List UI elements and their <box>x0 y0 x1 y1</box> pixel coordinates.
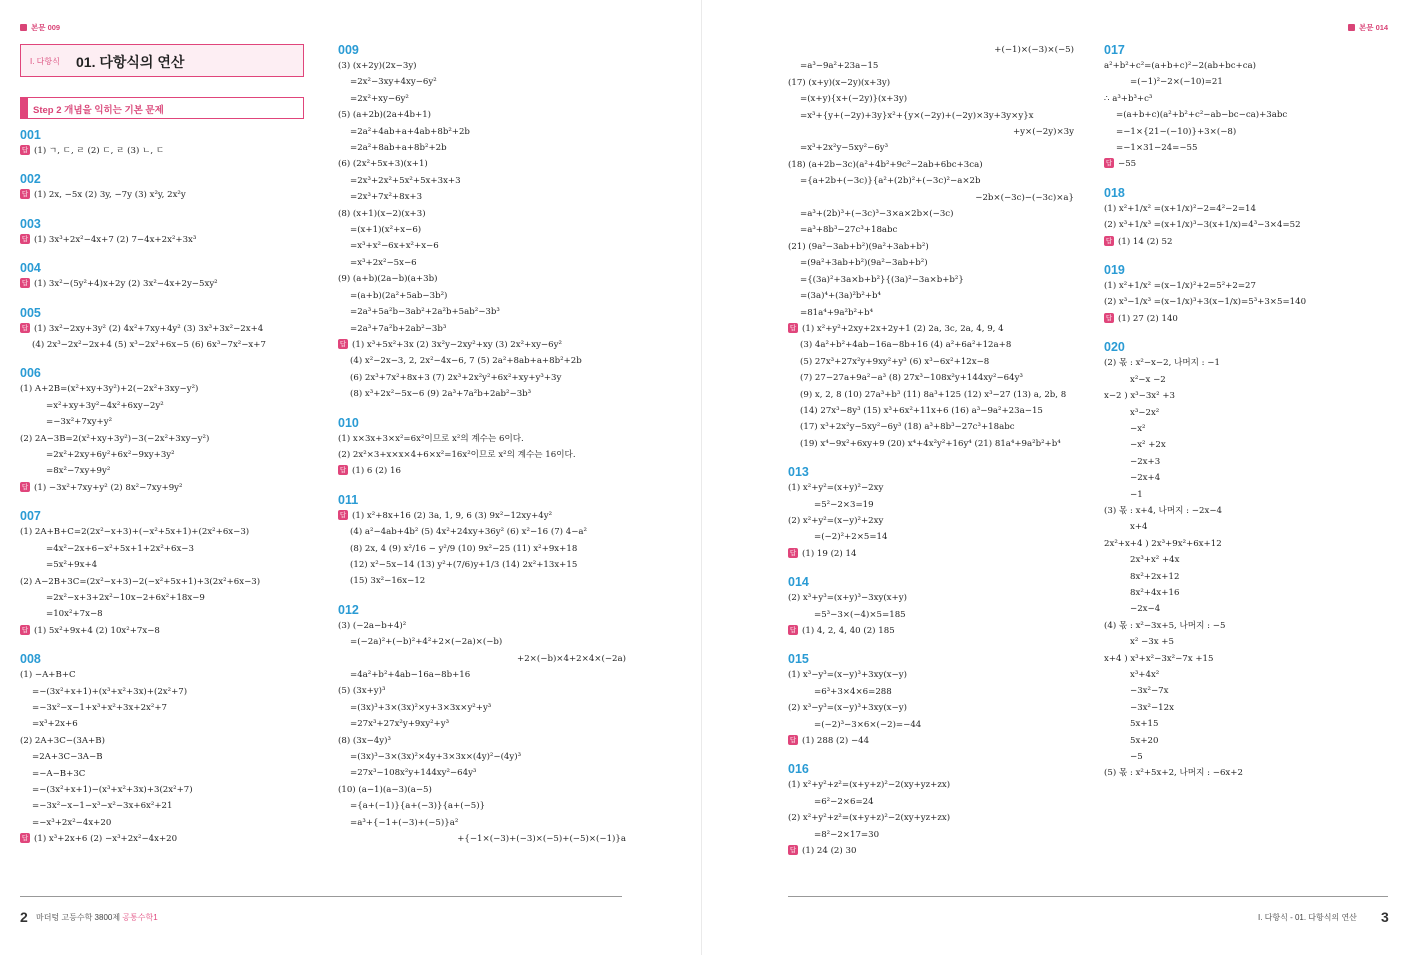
step-marker-icon <box>21 98 28 118</box>
solution-line: =a³+{−1+(−3)+(−5)}a² <box>350 817 459 828</box>
solution-line: x+4 ) x³+x²−3x²−7x +15 <box>1104 653 1214 664</box>
solution-line: −x² +2x <box>1130 440 1166 451</box>
solution-line: (17) x³+2x²y−5xy²−6y³ (18) a³+8b³−27c³+18abc <box>800 422 1015 433</box>
solution-line: +y×(−2y)×3y <box>1012 127 1074 138</box>
solution-line: +{−1×(−3)+(−3)×(−5)+(−5)×(−1)}a <box>457 834 626 845</box>
solution-line: =(−2)³−3×6×(−2)=−44 <box>814 719 922 730</box>
problem-number: 014 <box>788 575 809 590</box>
solution-line: (3) 4a²+b²+4ab−16a−8b+16 (4) a²+6a²+12a+8 <box>800 340 1012 351</box>
problem-number: 011 <box>338 492 359 507</box>
right-page <box>702 0 1404 955</box>
solution-line: =27x³−108x²y+144xy²−64y³ <box>350 768 477 779</box>
solution-line: =−3x²+7xy+y² <box>46 417 113 428</box>
page-header-tag-right: 본문 014 <box>1348 22 1388 33</box>
solution-line: (14) 27x³−8y³ (15) x³+6x²+11x+6 (16) a³−9a²+23a−15 <box>800 405 1043 416</box>
answer-line: 답 (1) 14 (2) 52 <box>1104 234 1394 250</box>
solution-line: (2) A−2B+3C=(2x²−x+3)−2(−x²+5x+1)+3(2x²+6x−3) <box>20 576 261 587</box>
solution-line: (18) (a+2b−3c)(a²+4b²+9c²−2ab+6bc+3ca) <box>788 159 983 170</box>
chapter-title-box <box>20 44 304 77</box>
solution-line: ∴ a³+b³+c³ <box>1104 93 1153 104</box>
solution-line: (1) A+2B=(x²+xy+3y²)+2(−2x²+3xy−y²) <box>20 384 199 395</box>
answer-line: 답 (1) x³+5x²+3x (2) 3x²y−2xy²+xy (3) 2x²+xy−6y² <box>338 337 626 353</box>
answer-line: 답 (1) 4, 2, 4, 40 (2) 185 <box>788 623 1074 639</box>
solution-line: (1) 2A+B+C=2(2x²−x+3)+(−x²+5x+1)+(2x²+6x−3) <box>20 527 250 538</box>
solution-line: =4x²−2x+6−x²+5x+1+2x²+6x−3 <box>46 543 194 554</box>
solution-line: x²−x −2 <box>1130 374 1166 385</box>
solution-line: =2x²−x+3+2x²−10x−2+6x²+18x−9 <box>46 592 205 603</box>
solution-line: =−3x²−x−1+x³+x²+3x+2x²+7 <box>32 702 168 713</box>
solution-line: =2x²−3xy+4xy−6y² <box>350 77 437 88</box>
answer-line: 답 (1) 2x, −5x (2) 3y, −7y (3) x²y, 2x²y <box>20 187 320 203</box>
solution-line: (2) 2x²×3+x×x×4+6×x²=16x²이므로 x²의 계수는 16이다. <box>338 449 576 460</box>
solution-line: (12) x²−5x−14 (13) y²+(7/6)y+1/3 (14) 2x²+13x+15 <box>350 559 578 570</box>
solution-line: ={a+2b+(−3c)}{a²+(2b)²+(−3c)²−a×2b <box>800 176 981 187</box>
answer-line: 답 −55 <box>1104 156 1394 172</box>
problem-number: 004 <box>20 261 41 276</box>
answer-column-2 <box>338 42 626 882</box>
solution-line: (2) x³+1/x³ =(x+1/x)³−3(x+1/x)=4³−3×4=52 <box>1104 220 1301 231</box>
solution-line: x³−2x² <box>1130 407 1160 418</box>
solution-line: =27x³+27x²y+9xy²+y³ <box>350 719 450 730</box>
solution-line: =2a³+5a²b−3ab²+2a²b+5ab²−3b³ <box>350 307 500 318</box>
solution-line: x² −3x +5 <box>1130 637 1174 648</box>
solution-line: =−A−B+3C <box>32 768 86 779</box>
problem-number: 002 <box>20 172 41 187</box>
solution-line: (3) (−2a−b+4)² <box>338 620 407 631</box>
answer-column-4 <box>1104 42 1394 882</box>
solution-line: (2) x²+y²=(x−y)²+2xy <box>788 515 884 526</box>
problem-number: 019 <box>1104 263 1125 278</box>
solution-line: ={(3a)²+3a×b+b²}{(3a)²−3a×b+b²} <box>800 274 964 285</box>
solution-line: =x³+{y+(−2y)+3y}x²+{y×(−2y)+(−2y)×3y+3y×y}x <box>800 110 1034 121</box>
answer-column-1 <box>20 127 320 889</box>
answer-line: 답 (1) 27 (2) 140 <box>1104 311 1394 327</box>
problem-number: 018 <box>1104 185 1125 200</box>
answer-line: 답 (1) 24 (2) 30 <box>788 843 1074 859</box>
solution-line: =a³−9a²+23a−15 <box>800 61 879 72</box>
solution-line: (1) x²+y²+z²=(x+y+z)²−2(xy+yz+zx) <box>788 780 951 791</box>
solution-line: (10) (a−1)(a−3)(a−5) <box>338 784 432 795</box>
solution-line: =2a³+7a²b+2ab²−3b³ <box>350 323 447 334</box>
solution-line: =2a²+4ab+a+4ab+8b²+2b <box>350 126 470 137</box>
solution-line: =−3x²−x−1−x³−x²−3x+6x²+21 <box>32 801 173 812</box>
problem-number: 005 <box>20 305 41 320</box>
answer-line: 답 (1) 3x²−2xy+3y² (2) 4x²+7xy+4y² (3) 3x³+3x²−2x+4 <box>20 321 320 337</box>
solution-line: =−1×31−24=−55 <box>1116 143 1198 154</box>
solution-line: (4) 몫 : x²−3x+5, 나머지 : −5 <box>1104 620 1226 631</box>
solution-line: (8) x³+2x²−5x−6 (9) 2a³+7a²b+2ab²−3b³ <box>350 389 532 400</box>
solution-line: (2) x²+y²+z²=(x+y+z)²−2(xy+yz+zx) <box>788 813 951 824</box>
solution-line: (1) x³−y³=(x−y)³+3xy(x−y) <box>788 670 907 681</box>
problem-number: 012 <box>338 602 359 617</box>
solution-line: =(a+b+c)(a²+b²+c²−ab−bc−ca)+3abc <box>1116 110 1288 121</box>
answer-line: 답 (1) 5x²+9x+4 (2) 10x²+7x−8 <box>20 623 320 639</box>
problem-number: 008 <box>20 652 41 667</box>
solution-line: =−x³+2x²−4x+20 <box>32 817 112 828</box>
answer-line: 답 (1) 3x³+2x²−4x+7 (2) 7−4x+2x²+3x³ <box>20 232 320 248</box>
solution-line: =−(3x²+x+1)+(x³+x²+3x)+(2x²+7) <box>32 686 188 697</box>
solution-line: =−1×{21−(−10)}+3×(−8) <box>1116 126 1237 137</box>
solution-line: (19) x⁴−9x²+6xy+9 (20) x⁴+4x²y²+16y⁴ (21) 81a⁴+9a²b²+b⁴ <box>800 438 1061 449</box>
problem-number: 017 <box>1104 43 1125 57</box>
solution-line: =2A+3C−3A−B <box>32 752 103 763</box>
solution-line: =a³+(2b)³+(−3c)³−3×a×2b×(−3c) <box>800 209 954 220</box>
problem-number: 010 <box>338 415 359 430</box>
page-number: 2 <box>20 909 28 925</box>
solution-line: =(−1)²−2×(−10)=21 <box>1130 77 1223 88</box>
solution-line: (1) x×3x+3×x²=6x²이므로 x²의 계수는 6이다. <box>338 433 524 444</box>
solution-line: 2x³+x² +4x <box>1130 555 1180 566</box>
answer-line: 답 (1) x²+y²+2xy+2x+2y+1 (2) 2a, 3c, 2a, 4, 9, 4 <box>788 321 1074 337</box>
solution-line: =10x²+7x−8 <box>46 609 103 620</box>
answer-line: 답 (1) 19 (2) 14 <box>788 546 1074 562</box>
solution-line: (9) x, 2, 8 (10) 27a³+b³ (11) 8a³+125 (12) x³−27 (13) a, 2b, 8 <box>800 389 1067 400</box>
solution-line: (8) 2x, 4 (9) x²/16 − y²/9 (10) 9x²−25 (11) x²+9x+18 <box>350 543 578 554</box>
problem-number: 009 <box>338 43 359 57</box>
solution-line: =4a²+b²+4ab−16a−8b+16 <box>350 670 471 680</box>
solution-line: =(3x)³−3×(3x)²×4y+3×3x×(4y)²−(4y)³ <box>350 752 522 763</box>
solution-line: +2×(−b)×4+2×4×(−2a) <box>517 653 626 664</box>
book-title-highlight: 공통수학1 <box>122 913 158 922</box>
footer-rule <box>20 896 622 897</box>
solution-line: −1 <box>1130 489 1143 500</box>
solution-line: =8²−2×17=30 <box>814 829 880 840</box>
solution-line: =2x²+xy−6y² <box>350 93 409 104</box>
solution-line: (7) 27−27a+9a²−a³ (8) 27x³−108x²y+144xy²−64y³ <box>800 373 1023 384</box>
solution-line: =(3a)⁴+(3a)²b²+b⁴ <box>800 291 881 302</box>
solution-line: −2b×(−3c)−(−3c)×a} <box>975 192 1074 203</box>
solution-line: −3x²−12x <box>1130 702 1174 713</box>
solution-line: (2) x³−1/x³ =(x−1/x)³+3(x−1/x)=5³+3×5=140 <box>1104 297 1307 308</box>
solution-line: 2x²+x+4 ) 2x³+9x²+6x+12 <box>1104 538 1222 549</box>
solution-line: =(−2a)²+(−b)²+4²+2×(−2a)×(−b) <box>350 637 503 648</box>
solution-line: =8x²−7xy+9y² <box>46 466 111 477</box>
solution-line: 5x+20 <box>1130 735 1159 746</box>
chapter-label: I. 다항식 <box>30 57 60 66</box>
problem-number: 015 <box>788 652 809 667</box>
solution-line: (6) (2x²+5x+3)(x+1) <box>338 159 428 170</box>
problem-number: 006 <box>20 366 41 381</box>
solution-line: =2x³+2x²+5x²+5x+3x+3 <box>350 175 461 186</box>
solution-line: =(3x)³+3×(3x)²×y+3×3x×y²+y³ <box>350 702 492 713</box>
solution-line: =(x+1)(x²+x−6) <box>350 225 422 236</box>
problem-number: 020 <box>1104 340 1125 355</box>
page-header-tag: 본문 009 <box>20 22 60 33</box>
solution-line: =(x+y){x+(−2y)}(x+3y) <box>800 94 908 105</box>
solution-line: (2) 2A−3B=2(x²+xy+3y²)−3(−2x²+3xy−y²) <box>20 433 210 444</box>
answer-column-3 <box>788 42 1074 882</box>
solution-line: =(a+b)(2a²+5ab−3b²) <box>350 290 448 301</box>
solution-line: =5x²+9x+4 <box>46 560 98 571</box>
answer-line: 답 (1) x²+8x+16 (2) 3a, 1, 9, 6 (3) 9x²−12xy+4y² <box>338 508 626 524</box>
solution-line: (4) 2x³−2x²−2x+4 (5) x³−2x²+6x−5 (6) 6x³−7x²−x+7 <box>32 340 266 351</box>
solution-line: (6) 2x³+7x²+8x+3 (7) 2x³+2x²y²+6x²+xy+y³+3y <box>350 372 562 383</box>
solution-line: =x³+2x²y−5xy²−6y³ <box>800 143 889 154</box>
chapter-footer: I. 다항식 - 01. 다항식의 연산 <box>1258 913 1357 922</box>
solution-line: (4) x²−2x−3, 2, 2x²−4x−6, 7 (5) 2a²+8ab+a+8b²+2b <box>350 356 582 367</box>
solution-line: (5) 몫 : x²+5x+2, 나머지 : −6x+2 <box>1104 768 1243 779</box>
solution-line: =x³+2x+6 <box>32 719 78 730</box>
page-number-right: 3 <box>1381 909 1389 925</box>
solution-line: x+4 <box>1130 522 1148 533</box>
solution-line: =2a²+8ab+a+8b²+2b <box>350 143 447 154</box>
solution-line: =6²−2×6=24 <box>814 796 874 807</box>
book-title <box>36 912 158 923</box>
problem-number: 003 <box>20 216 41 231</box>
solution-line: ={a+(−1)}{a+(−3)}{a+(−5)} <box>350 801 486 812</box>
solution-line: =2x³+7x²+8x+3 <box>350 192 423 203</box>
problem-number: 001 <box>20 128 41 142</box>
solution-line: x³+4x² <box>1130 670 1160 680</box>
solution-line: −5 <box>1130 752 1143 763</box>
answer-line: 답 (1) 6 (2) 16 <box>338 463 626 479</box>
solution-line: (3) 몫 : x+4, 나머지 : −2x−4 <box>1104 505 1222 516</box>
solution-line: a²+b²+c²=(a+b+c)²−2(ab+bc+ca) <box>1104 61 1257 71</box>
solution-line: =81a⁴+9a²b²+b⁴ <box>800 307 874 318</box>
solution-line: −2x−4 <box>1130 604 1161 615</box>
solution-line: =5³−3×(−4)×5=185 <box>814 609 906 620</box>
solution-line: =5²−2×3=19 <box>814 499 874 510</box>
solution-line: =a³+8b³−27c³+18abc <box>800 225 898 236</box>
solution-line: =x³+2x²−5x−6 <box>350 257 417 268</box>
solution-line: =(−2)²+2×5=14 <box>814 532 888 543</box>
answer-line: 답 (1) 3x²−(5y²+4)x+2y (2) 3x²−4x+2y−5xy² <box>20 276 320 292</box>
solution-line: (21) (9a²−3ab+b²)(9a²+3ab+b²) <box>788 241 929 252</box>
problem-number: 007 <box>20 509 41 524</box>
solution-line: =6³+3×4×6=288 <box>814 686 892 697</box>
solution-line: (8) (3x−4y)³ <box>338 735 391 746</box>
solution-line: 8x²+2x+12 <box>1130 571 1180 582</box>
solution-line: −2x+3 <box>1130 456 1161 467</box>
section-title: 01. 다항식의 연산 <box>76 54 185 70</box>
solution-line: (4) a²−4ab+4b² (5) 4x²+24xy+36y² (6) x²−16 (7) 4−a² <box>350 527 587 538</box>
solution-line: (5) (a+2b)(2a+4b+1) <box>338 110 432 121</box>
solution-line: =2x²+2xy+6y²+6x²−9xy+3y² <box>46 450 175 461</box>
step-label: Step 2 개념을 익히는 기본 문제 <box>33 105 164 116</box>
solution-line: −3x²−7x <box>1130 686 1169 697</box>
solution-line: (1) x²+1/x² =(x−1/x)²+2=5²+2=27 <box>1104 281 1256 292</box>
solution-line: (15) 3x²−16x−12 <box>350 576 426 587</box>
problem-number: 013 <box>788 465 809 480</box>
solution-line: −2x+4 <box>1130 473 1161 484</box>
book-title-main: 마더텅 고등수학 3800제 <box>36 913 123 922</box>
solution-line: =x²+xy+3y²−4x²+6xy−2y² <box>46 400 164 411</box>
solution-line: =(9a²+3ab+b²)(9a²−3ab+b²) <box>800 258 928 269</box>
solution-line: (2) x³−y³=(x−y)³+3xy(x−y) <box>788 703 907 714</box>
solution-line: 8x²+4x+16 <box>1130 587 1180 598</box>
solution-line: +(−1)×(−3)×(−5) <box>994 45 1074 55</box>
solution-line: (3) (x+2y)(2x−3y) <box>338 61 417 71</box>
answer-line: 답 (1) x³+2x+6 (2) −x³+2x²−4x+20 <box>20 831 320 847</box>
answer-line: 답 (1) −3x²+7xy+y² (2) 8x²−7xy+9y² <box>20 480 320 496</box>
answer-line: 답 (1) ㄱ, ㄷ, ㄹ (2) ㄷ, ㄹ (3) ㄴ, ㄷ <box>20 143 320 159</box>
solution-line: (17) (x+y)(x−2y)(x+3y) <box>788 77 891 88</box>
solution-line: (2) 2A+3C−(3A+B) <box>20 735 105 746</box>
solution-line: −x² <box>1130 423 1146 434</box>
footer-rule-right <box>788 896 1388 897</box>
solution-line: x−2 ) x³−3x² +3 <box>1104 391 1175 402</box>
problem-number: 016 <box>788 762 809 777</box>
solution-line: (5) (3x+y)³ <box>338 686 386 697</box>
solution-line: (5) 27x³+27x²y+9xy²+y³ (6) x³−6x²+12x−8 <box>800 356 990 367</box>
answer-line: 답 (1) 288 (2) −44 <box>788 733 1074 749</box>
solution-line: (2) 몫 : x²−x−2, 나머지 : −1 <box>1104 358 1220 369</box>
solution-line: =−(3x²+x+1)−(x³+x²+3x)+3(2x²+7) <box>32 784 193 795</box>
solution-line: (2) x³+y³=(x+y)³−3xy(x+y) <box>788 593 907 604</box>
solution-line: =x³+x²−6x+x²+x−6 <box>350 241 439 252</box>
solution-line: (1) x²+y²=(x+y)²−2xy <box>788 483 884 494</box>
solution-line: (1) −A+B+C <box>20 670 76 681</box>
solution-line: 5x+15 <box>1130 719 1159 730</box>
solution-line: (1) x²+1/x² =(x+1/x)²−2=4²−2=14 <box>1104 203 1256 214</box>
step-banner <box>20 97 304 119</box>
solution-line: (8) (x+1)(x−2)(x+3) <box>338 208 426 219</box>
solution-line: (9) (a+b)(2a−b)(a+3b) <box>338 274 438 285</box>
